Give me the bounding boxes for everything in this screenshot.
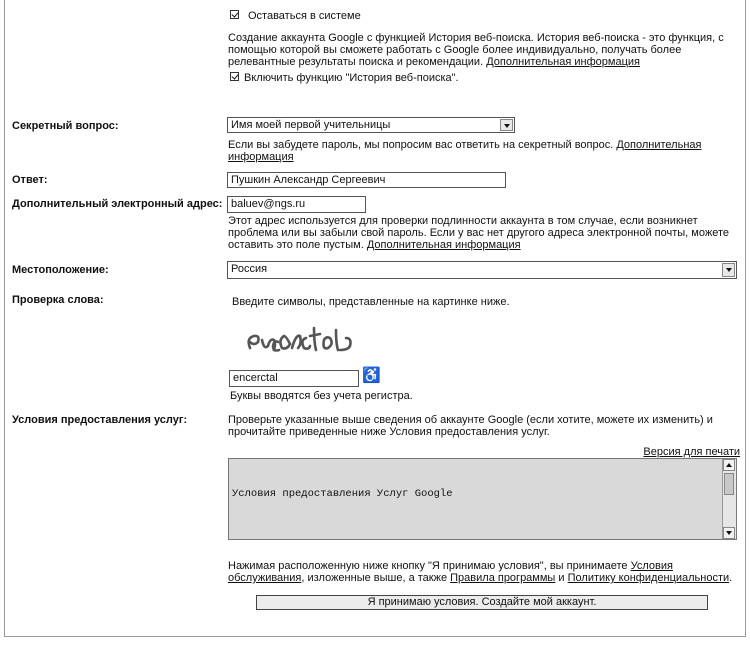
alt-email-input[interactable]: baluev@ngs.ru: [227, 196, 366, 213]
location-label: Местоположение:: [12, 264, 109, 276]
history-description: Создание аккаунта Google с функцией История веб-поиска. История веб-поиска - это функция, с помощью которой вы сможете работать с Google более индивидуально, получать более релевантные результаты поиска и рекомендации. Дополнительная информация: [228, 32, 724, 68]
alt-email-more-link[interactable]: Дополнительная информация: [366, 239, 521, 251]
secret-question-label: Секретный вопрос:: [12, 120, 119, 132]
stay-signed-in-checkbox[interactable]: [230, 10, 239, 19]
form-frame: [4, 0, 746, 637]
history-more-link[interactable]: Дополнительная информация: [486, 56, 640, 68]
history-checkbox-label: Включить функцию "История веб-поиска".: [244, 72, 459, 84]
secret-question-more-link[interactable]: Дополнительная информация: [228, 139, 702, 163]
tos-line: [232, 527, 736, 540]
print-version-link[interactable]: Версия для печати: [643, 446, 740, 458]
tos-line: Условия предоставления Услуг Google: [232, 488, 453, 500]
chevron-down-icon[interactable]: [722, 263, 735, 277]
tos-label: Условия предоставления услуг:: [12, 414, 188, 426]
accept-create-account-button[interactable]: Я принимаю условия. Создайте мой аккаунт.: [256, 595, 708, 610]
wheelchair-icon[interactable]: ♿: [362, 367, 381, 384]
answer-input[interactable]: Пушкин Александр Сергеевич: [227, 172, 506, 188]
tos-agreement-text: Нажимая расположенную ниже кнопку "Я принимаю условия", вы принимаете Условия обслуживания, изложенные выше, а также Правила программы и Политику конфиденциальности.: [228, 560, 733, 584]
tos-content: [229, 459, 736, 540]
tos-scrollbar[interactable]: [722, 459, 736, 539]
alt-email-label: Дополнительный электронный адрес:: [12, 198, 223, 210]
answer-label: Ответ:: [12, 174, 48, 186]
program-policies-link[interactable]: Правила программы: [450, 572, 556, 584]
chevron-down-icon[interactable]: [500, 119, 513, 131]
terms-of-service-link[interactable]: Условия обслуживания: [228, 560, 673, 584]
alt-email-hint: Этот адрес используется для проверки подлинности аккаунта в том случае, если возникнет проблема или вы забыли свой пароль. Если у вас нет другого адреса электронной почты, можете оставить это поле пустым. Дополнительная информация: [228, 215, 729, 251]
secret-question-select[interactable]: Имя моей первой учительницы: [227, 117, 515, 133]
secret-question-hint: Если вы забудете пароль, мы попросим вас ответить на секретный вопрос. Дополнительная информация: [228, 139, 702, 163]
scroll-down-icon[interactable]: [723, 527, 735, 539]
privacy-policy-link[interactable]: Политику конфиденциальности: [567, 572, 730, 584]
history-checkbox[interactable]: [230, 72, 239, 81]
scroll-up-icon[interactable]: [723, 459, 735, 471]
tos-intro: Проверьте указанные выше сведения об аккаунте Google (если хотите, можете их изменить) и прочитайте приведенные ниже Условия предоставления услуг.: [228, 414, 713, 438]
scroll-thumb[interactable]: [724, 473, 734, 495]
captcha-input[interactable]: encerctal: [229, 370, 359, 387]
captcha-image: [232, 318, 367, 362]
captcha-label: Проверка слова:: [12, 294, 104, 306]
captcha-instruction: Введите символы, представленные на картинке ниже.: [232, 296, 510, 308]
tos-textarea[interactable]: [228, 458, 737, 540]
location-select[interactable]: Россия: [227, 261, 737, 279]
captcha-note: Буквы вводятся без учета регистра.: [230, 390, 413, 402]
stay-signed-in-label: Оставаться в системе: [248, 10, 361, 22]
